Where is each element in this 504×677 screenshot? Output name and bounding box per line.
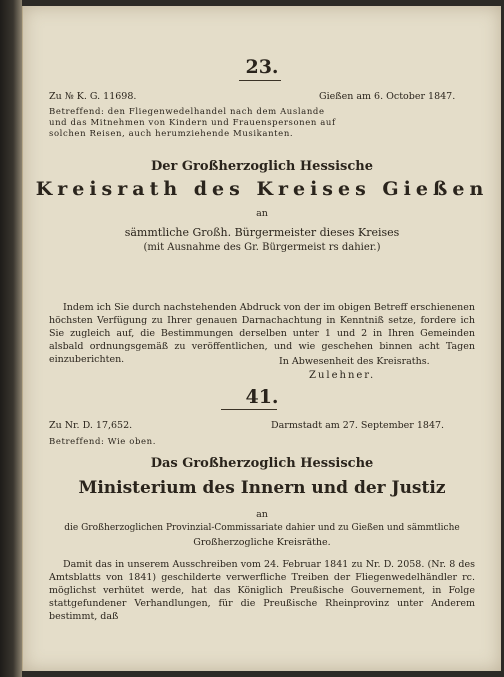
addressee-an: an	[256, 509, 268, 520]
reference-number: Zu Nr. D. 17,652.	[49, 420, 133, 431]
book-spine	[0, 0, 22, 677]
absence-note: In Abwesenheit des Kreisraths.	[279, 356, 430, 367]
addressee-exception: (mit Ausnahme des Gr. Bürgermeist rs dahier.)	[143, 242, 381, 253]
body-paragraph: Indem ich Sie durch nachstehenden Abdruck von der im obigen Betreff erschienenen höchsten Verfügung zu Ihrer genauen Darnachachtung in Kenntniß setze, fordere ich Sie zugleich auf, die Bestimmungen derselben unter 1 und 2 in Ihren Gemeinden alsbald ordnungsgemäß zu veröffentlichen, und wie geschehen binnen acht Tagen einzuberichten.	[49, 302, 475, 365]
document-number: 23.	[245, 56, 279, 78]
issuer-title: Kreisrath des Kreises Gießen	[35, 178, 489, 200]
document-page	[22, 6, 501, 671]
reference-number: Zu № K. G. 11698.	[49, 91, 137, 102]
addressee-line: sämmtliche Großh. Bürgermeister dieses Kreises	[124, 226, 400, 239]
addressee-line-2: Großherzogliche Kreisräthe.	[193, 537, 331, 548]
number-rule	[221, 409, 277, 410]
number-rule	[239, 80, 281, 81]
issuer-line: Das Großherzoglich Hessische	[150, 456, 374, 471]
document-number: 41.	[245, 386, 279, 408]
body-paragraph: Damit das in unserem Ausschreiben vom 24. Februar 1841 zu Nr. D. 2058. (Nr. 8 des Amtsblatts von 1841) geschilderte verwerfliche Treiben der Fliegenwedelhändler rc. möglichst verhütet werde, hat das Königlich Preußische Gouvernement, in Folge stattgefundener Verhandlungen, für die Preußische Rheinprovinz unter Anderem bestimmt, daß	[49, 559, 475, 622]
issuer-line: Der Großherzoglich Hessische	[151, 159, 373, 174]
place-date: Gießen am 6. October 1847.	[319, 91, 456, 102]
signature: Zulehner.	[309, 370, 376, 381]
regarding-note: Betreffend: Wie oben.	[49, 437, 156, 447]
addressee-an: an	[256, 208, 268, 219]
addressee-line: die Großherzoglichen Provinzial-Commissariate dahier und zu Gießen und sämmtliche	[64, 523, 460, 533]
place-date: Darmstadt am 27. September 1847.	[271, 420, 445, 431]
issuer-title: Ministerium des Innern und der Justiz	[78, 478, 446, 498]
regarding-note: Betreffend: den Fliegenwedelhandel nach dem Auslande und das Mitnehmen von Kindern und Frauenspersonen auf solchen Reisen, auch herumziehende Musikanten.	[49, 107, 336, 139]
